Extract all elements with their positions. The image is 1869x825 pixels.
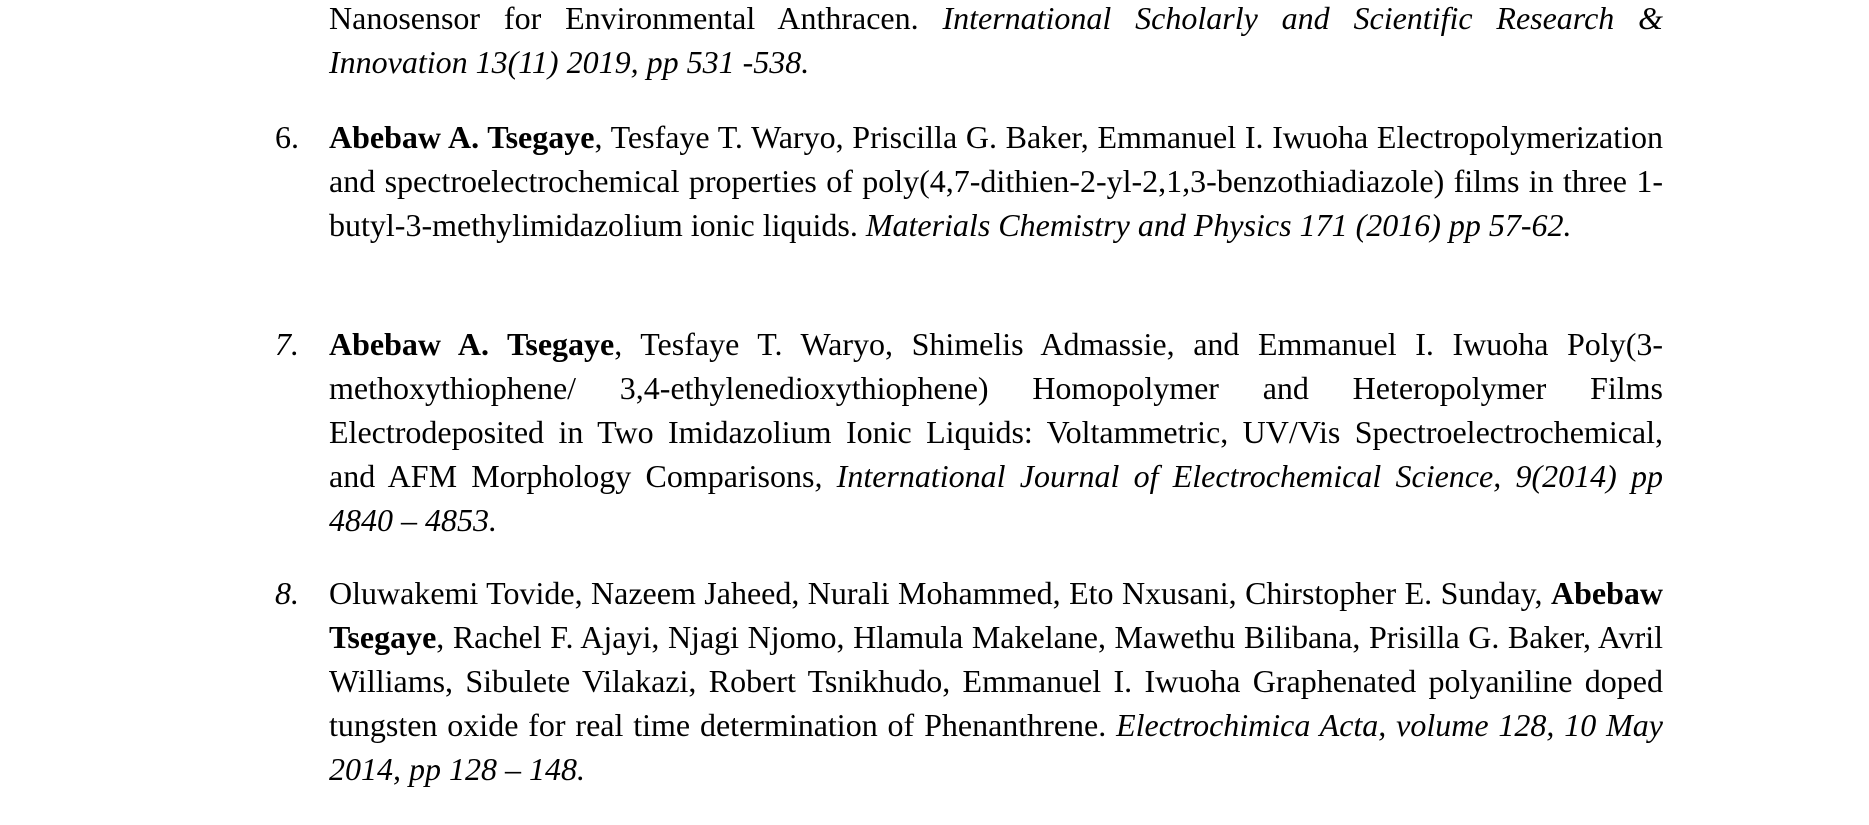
highlighted-author: Abebaw A. Tsegaye	[329, 119, 595, 155]
reference-journal: , International Journal of Electrochemical Science, 9(2014) pp 4840 – 4853.	[329, 458, 1664, 538]
reference-item-8	[275, 571, 1663, 791]
reference-item-7	[275, 322, 1664, 542]
reference-details: , Tesfaye T. Waryo, Shimelis Admassie, and Emmanuel I. Iwuoha Poly(3-methoxythiophene/ 3,4-ethylenedioxythiophene) Homopolymer and Heteropolymer Films Electrodeposited in Two Imidazolium Ionic Liquids: Voltammetric, UV/Vis Spectroelectrochemical, and AFM Morphology Comparisons	[329, 326, 1664, 494]
reference-details: , Rachel F. Ajayi, Njagi Njomo, Hlamula Makelane, Mawethu Bilibana, Prisilla G. Baker, Avril Williams, Sibulete Vilakazi, Robert Tsnikhudo, Emmanuel I. Iwuoha Graphenated polyaniline doped tungsten oxide for real time determination of Phenanthrene.	[329, 619, 1663, 743]
continuation-journal: International Scholarly and Scientific Research & Innovation 13(11) 2019, pp 531 -538.	[329, 0, 1663, 80]
reference-number: 7.	[275, 326, 299, 362]
highlighted-author: Abebaw A. Tsegaye	[329, 326, 615, 362]
reference-number: 8.	[275, 575, 299, 611]
highlighted-author: Abebaw Tsegaye	[329, 575, 1663, 655]
reference-journal: Materials Chemistry and Physics 171 (2016) pp 57-62.	[865, 207, 1572, 243]
reference-journal: Electrochimica Acta, volume 128, 10 May 2014, pp 128 – 148.	[329, 707, 1663, 787]
reference-continuation	[329, 0, 1663, 84]
continuation-text: Nanosensor for Environmental Anthracen.	[329, 0, 943, 36]
reference-authors-before: Oluwakemi Tovide, Nazeem Jaheed, Nurali Mohammed, Eto Nxusani, Chirstopher E. Sunday,	[329, 575, 1551, 611]
reference-details: , Tesfaye T. Waryo, Priscilla G. Baker, Emmanuel I. Iwuoha Electropolymerization and spectroelectrochemical properties of poly(4,7-dithien-2-yl-2,1,3-benzothiadiazole) films in three 1-butyl-3-methylimidazolium ionic liquids.	[329, 119, 1664, 243]
reference-item-6	[275, 115, 1664, 247]
reference-number: 6.	[275, 119, 299, 155]
